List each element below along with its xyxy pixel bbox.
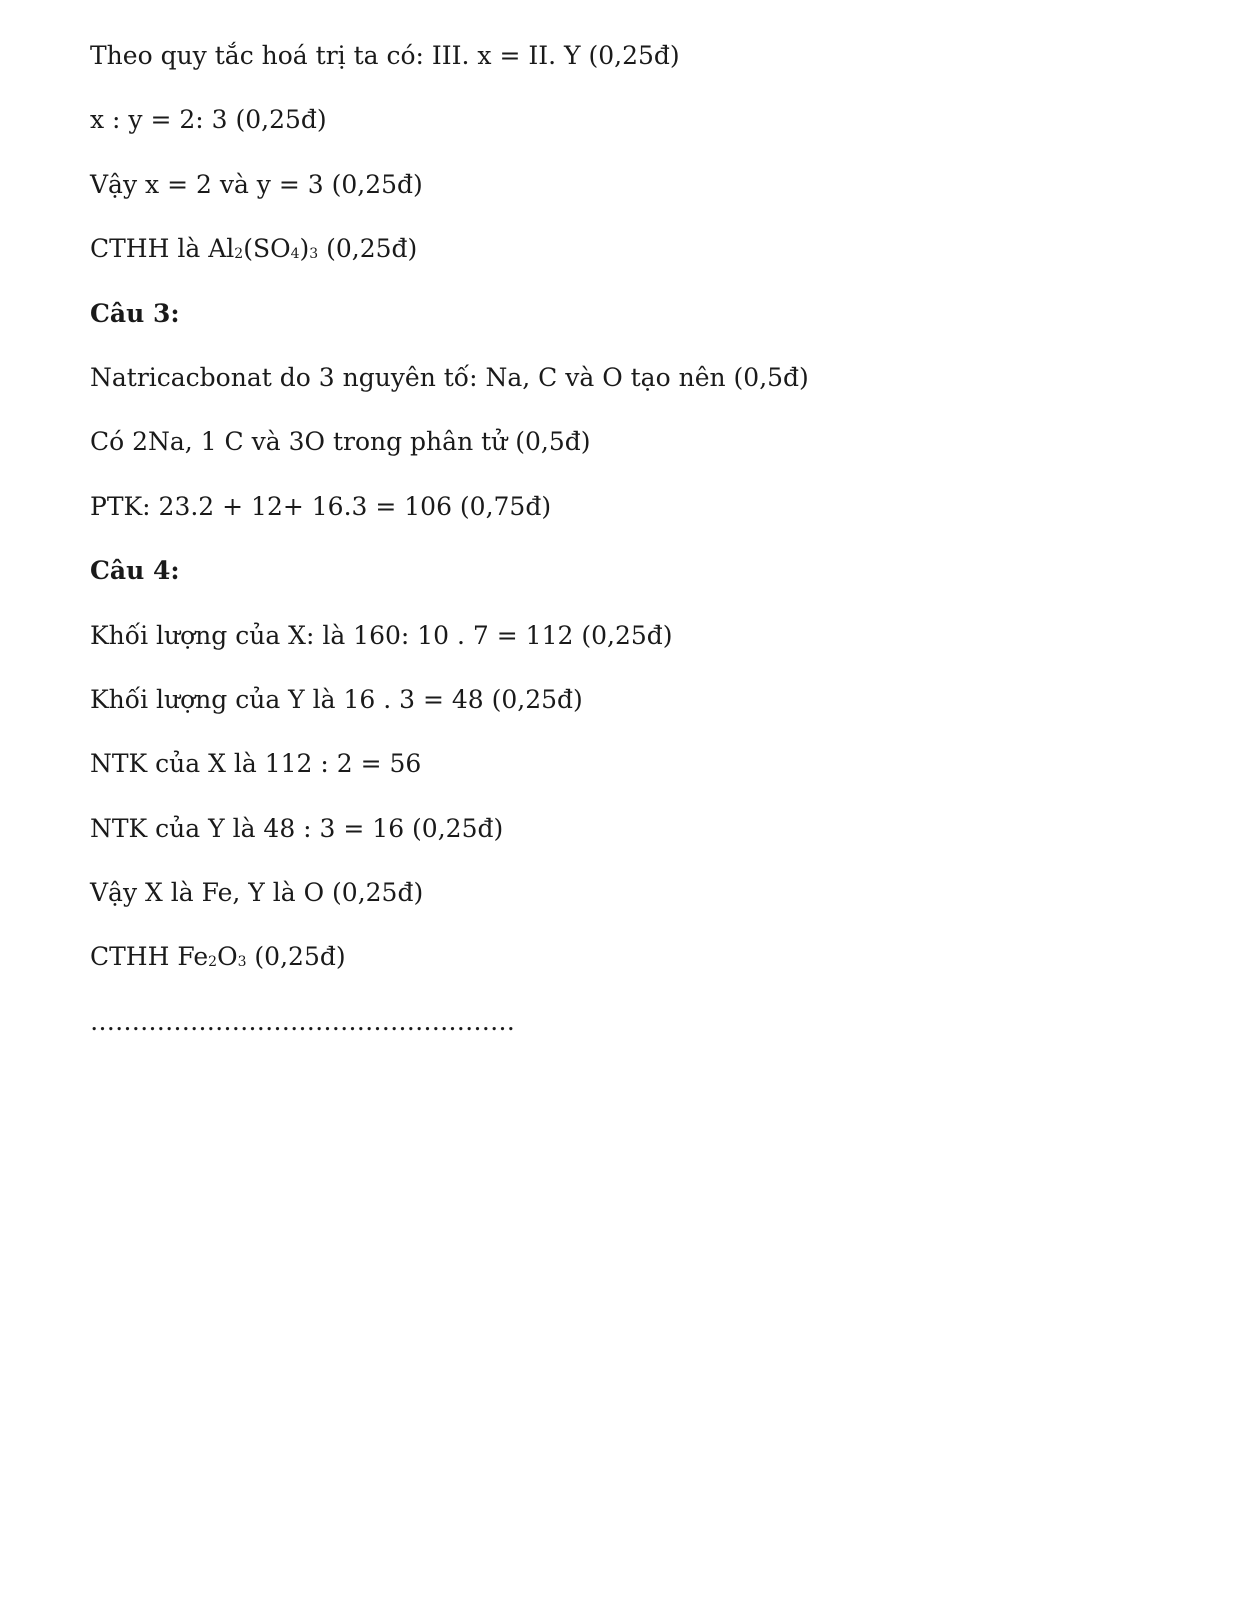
formula-line-fe2o3: [90, 935, 1150, 999]
formula-text: CTHH là Al: [90, 234, 235, 264]
formula-text: ): [299, 234, 310, 264]
section-heading-cau-3: Câu 3:: [90, 298, 180, 328]
text-line: NTK của X là 112 : 2 = 56: [90, 749, 422, 779]
formula-text: CTHH Fe: [90, 942, 209, 972]
formula-line-al2so43: [90, 227, 1150, 291]
text-line: Natricacbonat do 3 nguyên tố: Na, C và O tạo nên (0,5đ): [90, 362, 809, 392]
text-line: Vậy X là Fe, Y là O (0,25đ): [90, 878, 424, 908]
text-line: x : y = 2: 3 (0,25đ): [90, 105, 327, 135]
subscript: 4: [290, 246, 300, 263]
formula-text: (0,25đ): [246, 942, 346, 972]
subscript: 2: [234, 246, 244, 263]
text-line: Theo quy tắc hoá trị ta có: III. x = II. Y (0,25đ): [90, 41, 680, 70]
text-line: PTK: 23.2 + 12+ 16.3 = 106 (0,75đ): [90, 491, 552, 521]
formula-text: (0,25đ): [318, 234, 418, 264]
end-dotted-line: ……………………………………………: [90, 1006, 515, 1036]
section-heading-cau-4: Câu 4:: [90, 556, 180, 586]
text-line: Có 2Na, 1 C và 3O trong phân tử (0,5đ): [90, 427, 591, 457]
formula-text: O: [217, 942, 238, 972]
text-line: Khối lượng của Y là 16 . 3 = 48 (0,25đ): [90, 684, 583, 714]
subscript: 3: [237, 954, 247, 971]
subscript: 2: [208, 954, 218, 971]
document-body: [90, 34, 1150, 1064]
subscript: 3: [309, 246, 319, 263]
text-line: Vậy x = 2 và y = 3 (0,25đ): [90, 169, 423, 199]
text-line: Khối lượng của X: là 160: 10 . 7 = 112 (0,25đ): [90, 620, 673, 650]
text-line: NTK của Y là 48 : 3 = 16 (0,25đ): [90, 813, 504, 843]
formula-text: (SO: [243, 234, 291, 264]
